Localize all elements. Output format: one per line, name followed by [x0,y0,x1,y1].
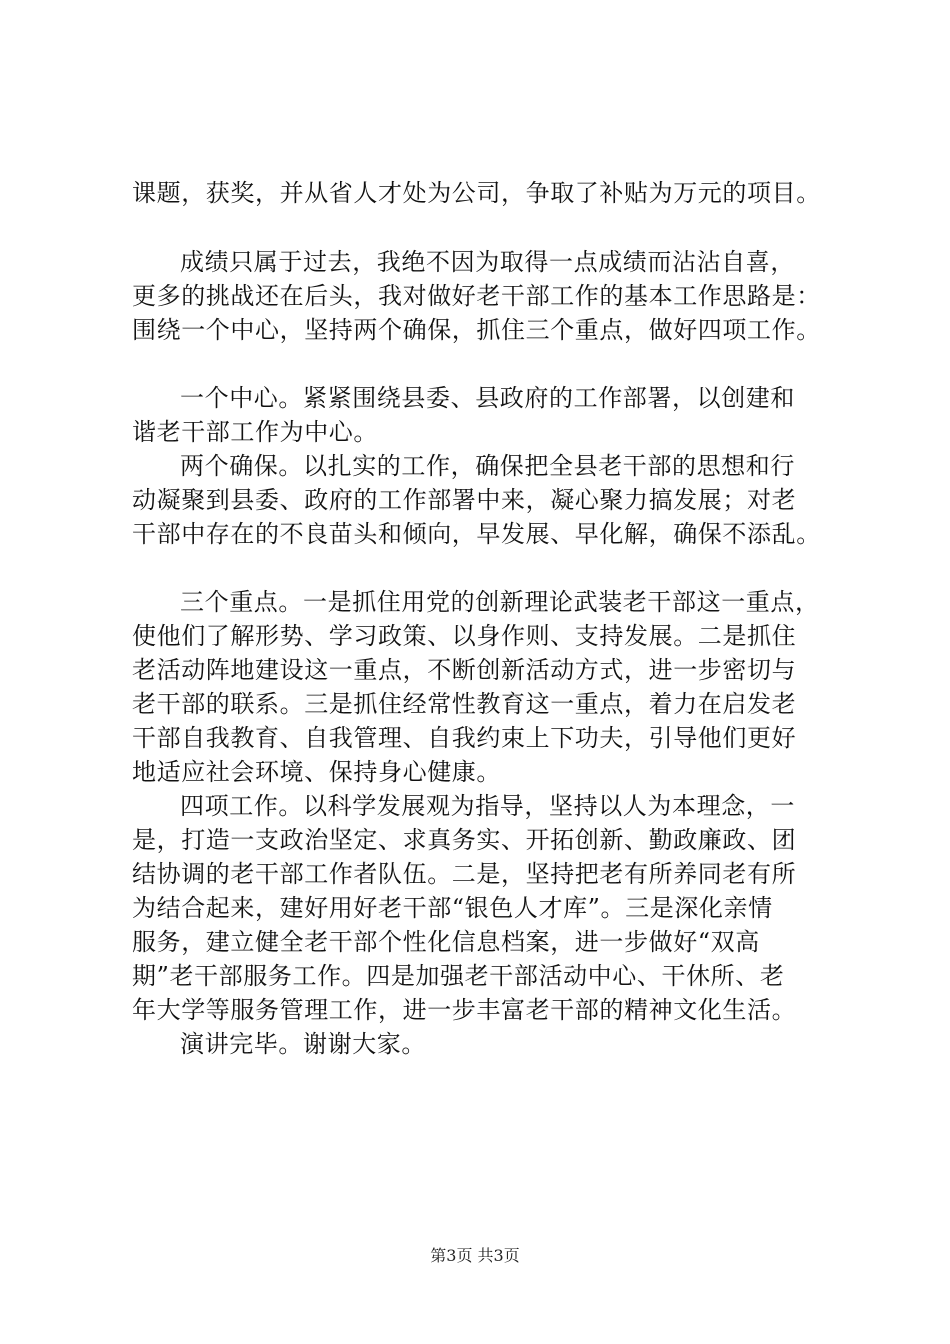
text-line-16: 四项工作。以科学发展观为指导，坚持以人为本理念，一 [180,792,795,820]
text-line-23: 演讲完毕。谢谢大家。 [180,1030,426,1058]
text-line-9: 干部中存在的不良苗头和倾向，早发展、早化解，确保不添乱。 [132,520,821,548]
text-line-11: 使他们了解形势、学习政策、以身作则、支持发展。二是抓住 [132,622,797,650]
text-line-2: 成绩只属于过去，我绝不因为取得一点成绩而沾沾自喜， [180,248,795,276]
text-line-15: 地适应社会环境、保持身心健康。 [132,758,501,786]
text-line-20: 服务，建立健全老干部个性化信息档案，进一步做好“双高 [132,928,760,956]
page-number-footer: 第3页 共3页 [430,1246,520,1265]
text-line-4: 围绕一个中心，坚持两个确保，抓住三个重点，做好四项工作。 [132,316,821,344]
text-line-5: 一个中心。紧紧围绕县委、县政府的工作部署，以创建和 [180,384,795,412]
text-line-6: 谐老干部工作为中心。 [132,418,378,446]
text-line-21: 期”老干部服务工作。四是加强老干部活动中心、干休所、老 [132,962,785,990]
text-line-18: 结协调的老干部工作者队伍。二是，坚持把老有所养同老有所 [132,860,797,888]
text-line-7: 两个确保。以扎实的工作，确保把全县老干部的思想和行 [180,452,795,480]
text-line-12: 老活动阵地建设这一重点，不断创新活动方式，进一步密切与 [132,656,797,684]
text-line-17: 是，打造一支政治坚定、求真务实、开拓创新、勤政廉政、团 [132,826,797,854]
text-line-1: 课题，获奖，并从省人才处为公司，争取了补贴为万元的项目。 [132,179,821,207]
text-line-10: 三个重点。一是抓住用党的创新理论武装老干部这一重点， [180,588,820,616]
text-line-13: 老干部的联系。三是抓住经常性教育这一重点，着力在启发老 [132,690,797,718]
text-line-19: 为结合起来，建好用好老干部“银色人才库”。三是深化亲情 [132,894,773,922]
text-line-3: 更多的挑战还在后头，我对做好老干部工作的基本工作思路是： [132,282,821,310]
text-line-8: 动凝聚到县委、政府的工作部署中来，凝心聚力搞发展；对老 [132,486,797,514]
text-line-14: 干部自我教育、自我管理、自我约束上下功夫，引导他们更好 [132,724,797,752]
text-line-22: 年大学等服务管理工作，进一步丰富老干部的精神文化生活。 [132,996,797,1024]
